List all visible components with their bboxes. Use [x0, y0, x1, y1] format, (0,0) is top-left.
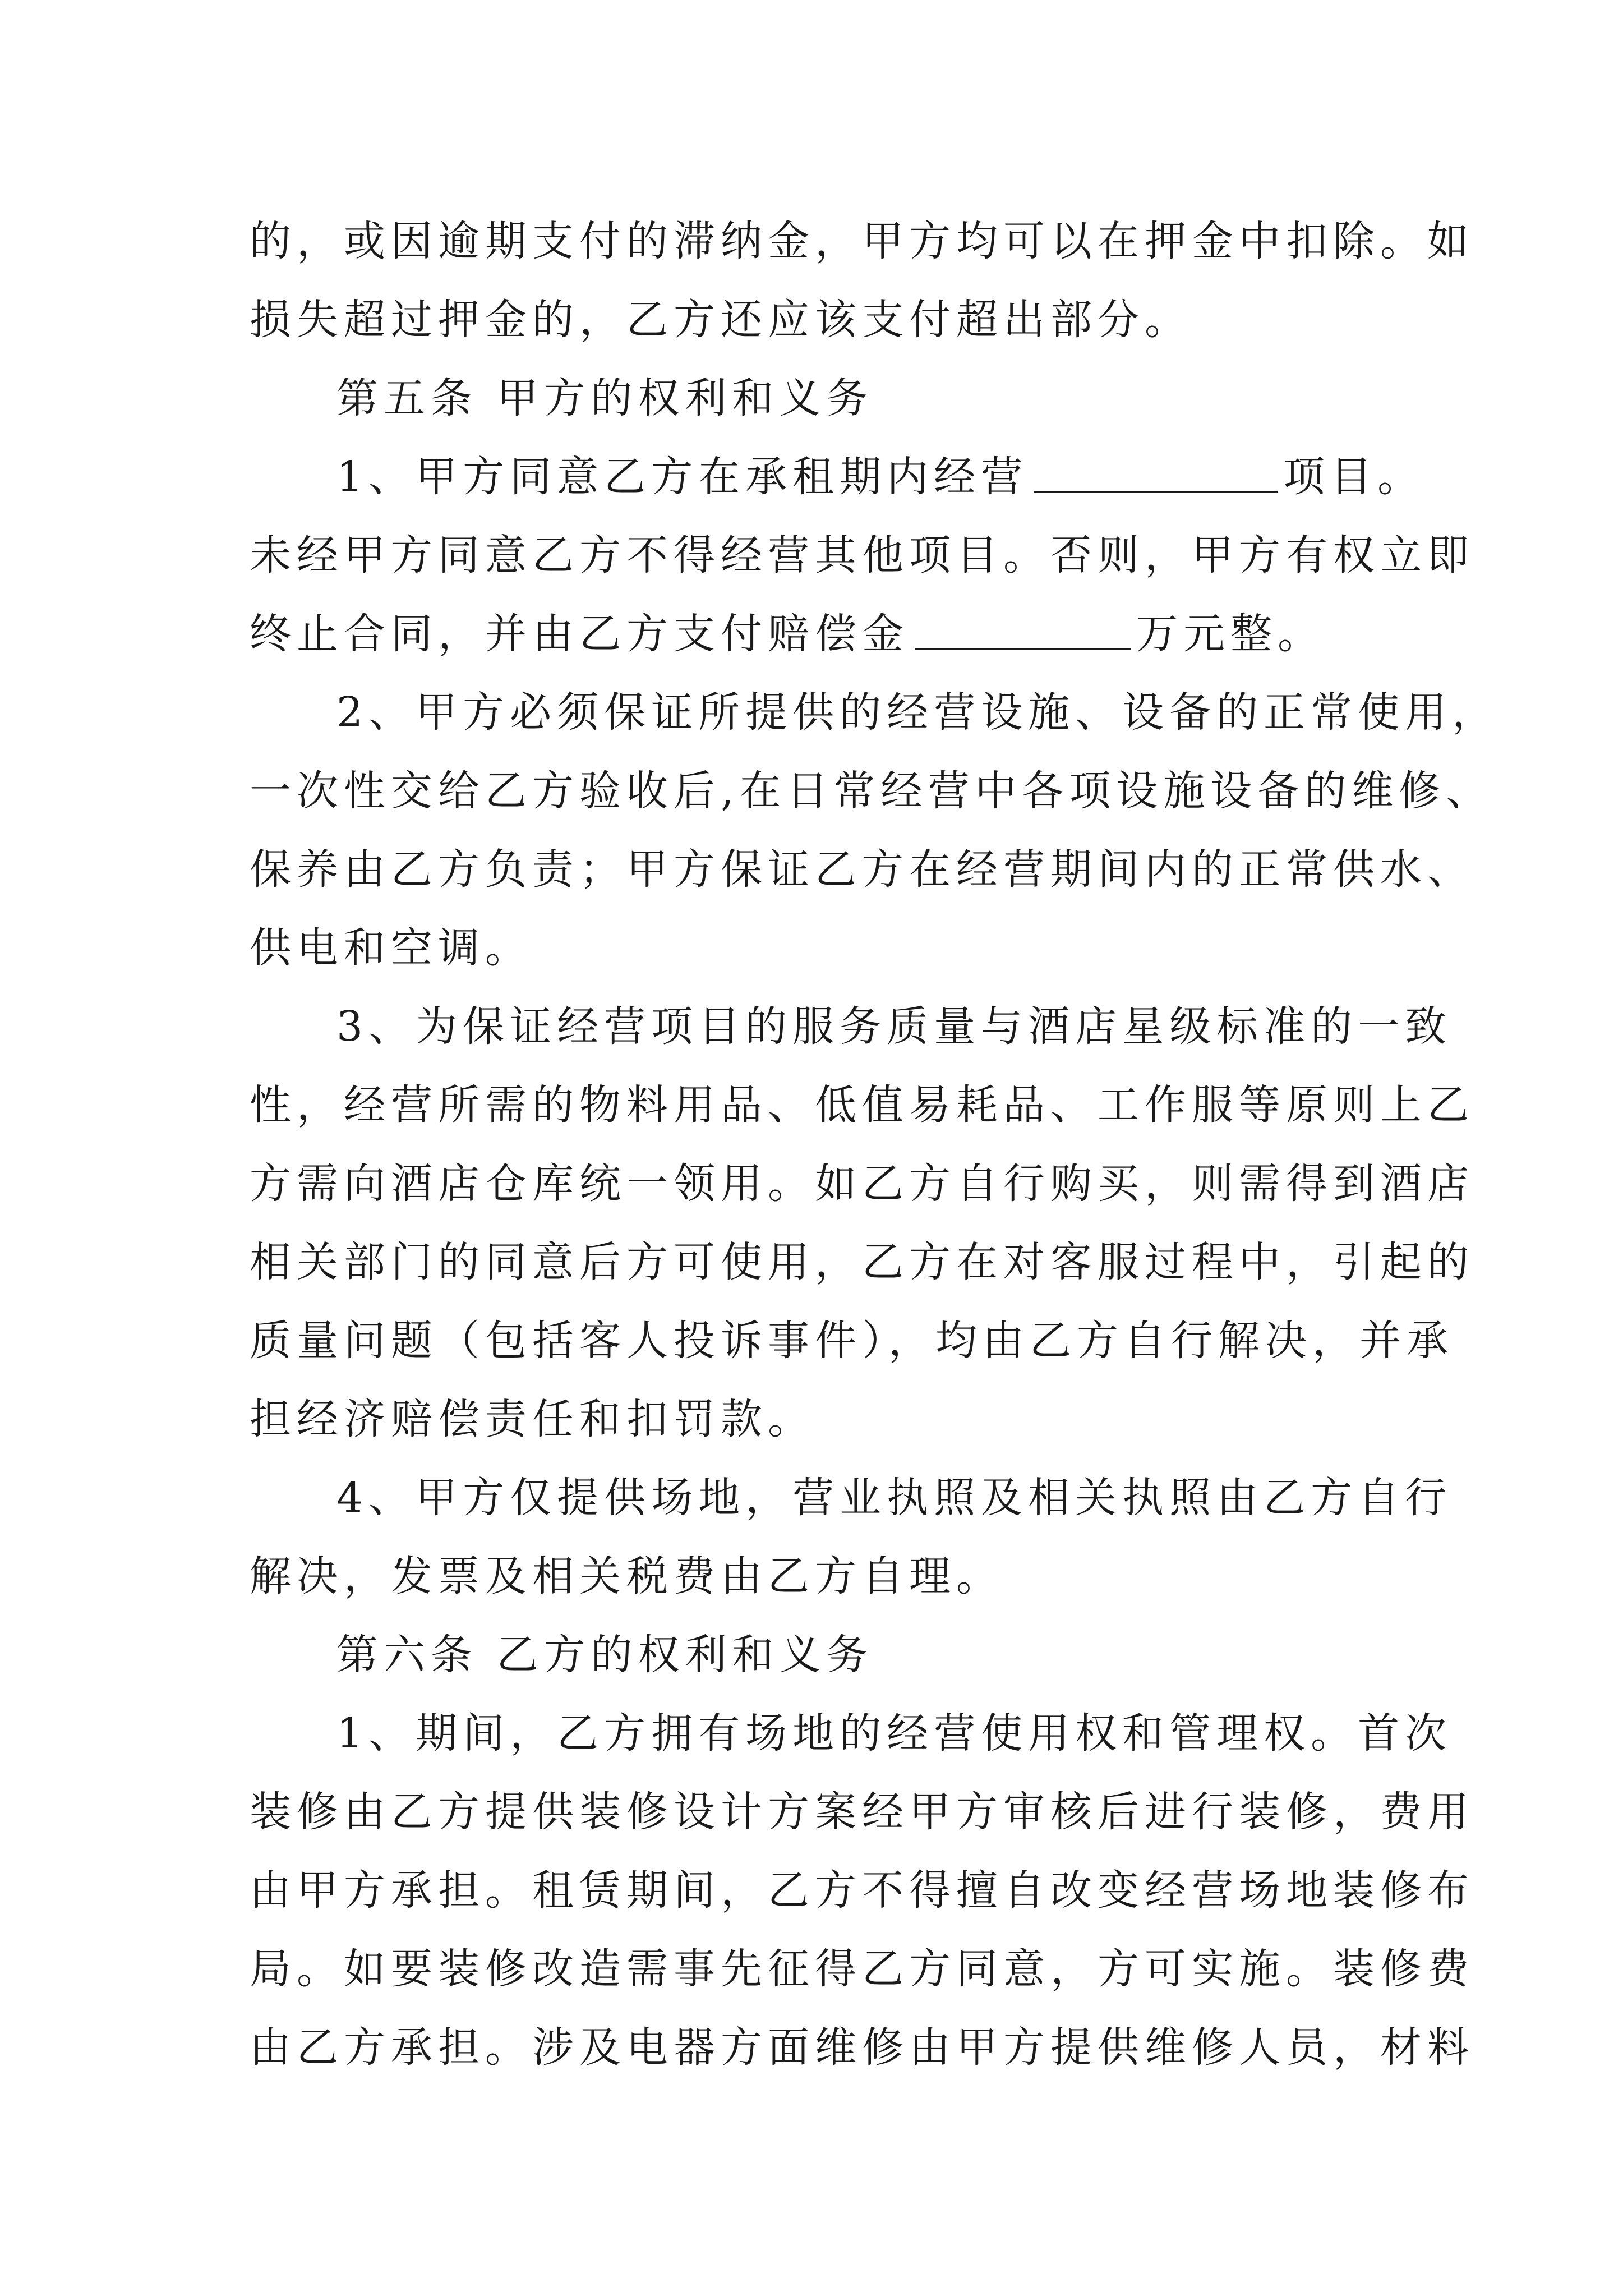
text-line: 4、甲方仅提供场地，营业执照及相关执照由乙方自行 [336, 1474, 1453, 1522]
fill-in-blank [1034, 450, 1278, 493]
section-heading: 第六条 乙方的权利和义务 [336, 1631, 874, 1679]
text-line: 局。如要装修改造需事先征得乙方同意，方可实施。装修费 [250, 1945, 1474, 1993]
text-line: 1、期间，乙方拥有场地的经营使用权和管理权。首次 [336, 1709, 1453, 1757]
section-heading: 第五条 甲方的权利和义务 [336, 374, 874, 422]
text-line: 供电和空调。 [250, 924, 532, 972]
text-line: 一次性交给乙方验收后,在日常经营中各项设施设备的维修、 [250, 767, 1493, 815]
text-line: 3、为保证经营项目的服务质量与酒店星级标准的一致 [336, 1002, 1453, 1051]
text-line: 损失超过押金的，乙方还应该支付超出部分。 [250, 296, 1192, 344]
text-segment: 项目。 [1283, 453, 1425, 501]
text-line: 相关部门的同意后方可使用，乙方在对客服过程中，引起的 [250, 1238, 1474, 1286]
text-line: 质量问题（包括客人投诉事件），均由乙方自行解决，并承 [250, 1317, 1454, 1365]
fill-in-blank [915, 607, 1131, 650]
text-line: 担经济赔偿责任和扣罚款。 [250, 1395, 815, 1443]
text-line: 保养由乙方负责；甲方保证乙方在经营期间内的正常供水、 [250, 845, 1474, 894]
text-segment: 1、甲方同意乙方在承租期内经营 [336, 453, 1029, 501]
text-segment: 终止合同，并由乙方支付赔偿金 [250, 610, 909, 658]
text-line: 装修由乙方提供装修设计方案经甲方审核后进行装修，费用 [250, 1788, 1474, 1836]
text-line: 由甲方承担。租赁期间，乙方不得擅自改变经营场地装修布 [250, 1866, 1474, 1915]
text-line: 2、甲方必须保证所提供的经营设施、设备的正常使用， [336, 688, 1500, 737]
text-line: 方需向酒店仓库统一领用。如乙方自行购买，则需得到酒店 [250, 1159, 1474, 1208]
text-line: 未经甲方同意乙方不得经营其他项目。否则，甲方有权立即 [250, 531, 1474, 579]
text-line: 的，或因逾期支付的滞纳金，甲方均可以在押金中扣除。如 [250, 217, 1474, 265]
text-line: 性，经营所需的物料用品、低值易耗品、工作服等原则上乙 [250, 1081, 1474, 1129]
text-line: 由乙方承担。涉及电器方面维修由甲方提供维修人员，材料 [250, 2023, 1474, 2072]
text-line-with-blank [250, 595, 1325, 673]
text-line: 解决，发票及相关税费由乙方自理。 [250, 1552, 1003, 1600]
text-segment: 万元整。 [1136, 610, 1325, 658]
text-line-with-blank [336, 438, 1424, 516]
